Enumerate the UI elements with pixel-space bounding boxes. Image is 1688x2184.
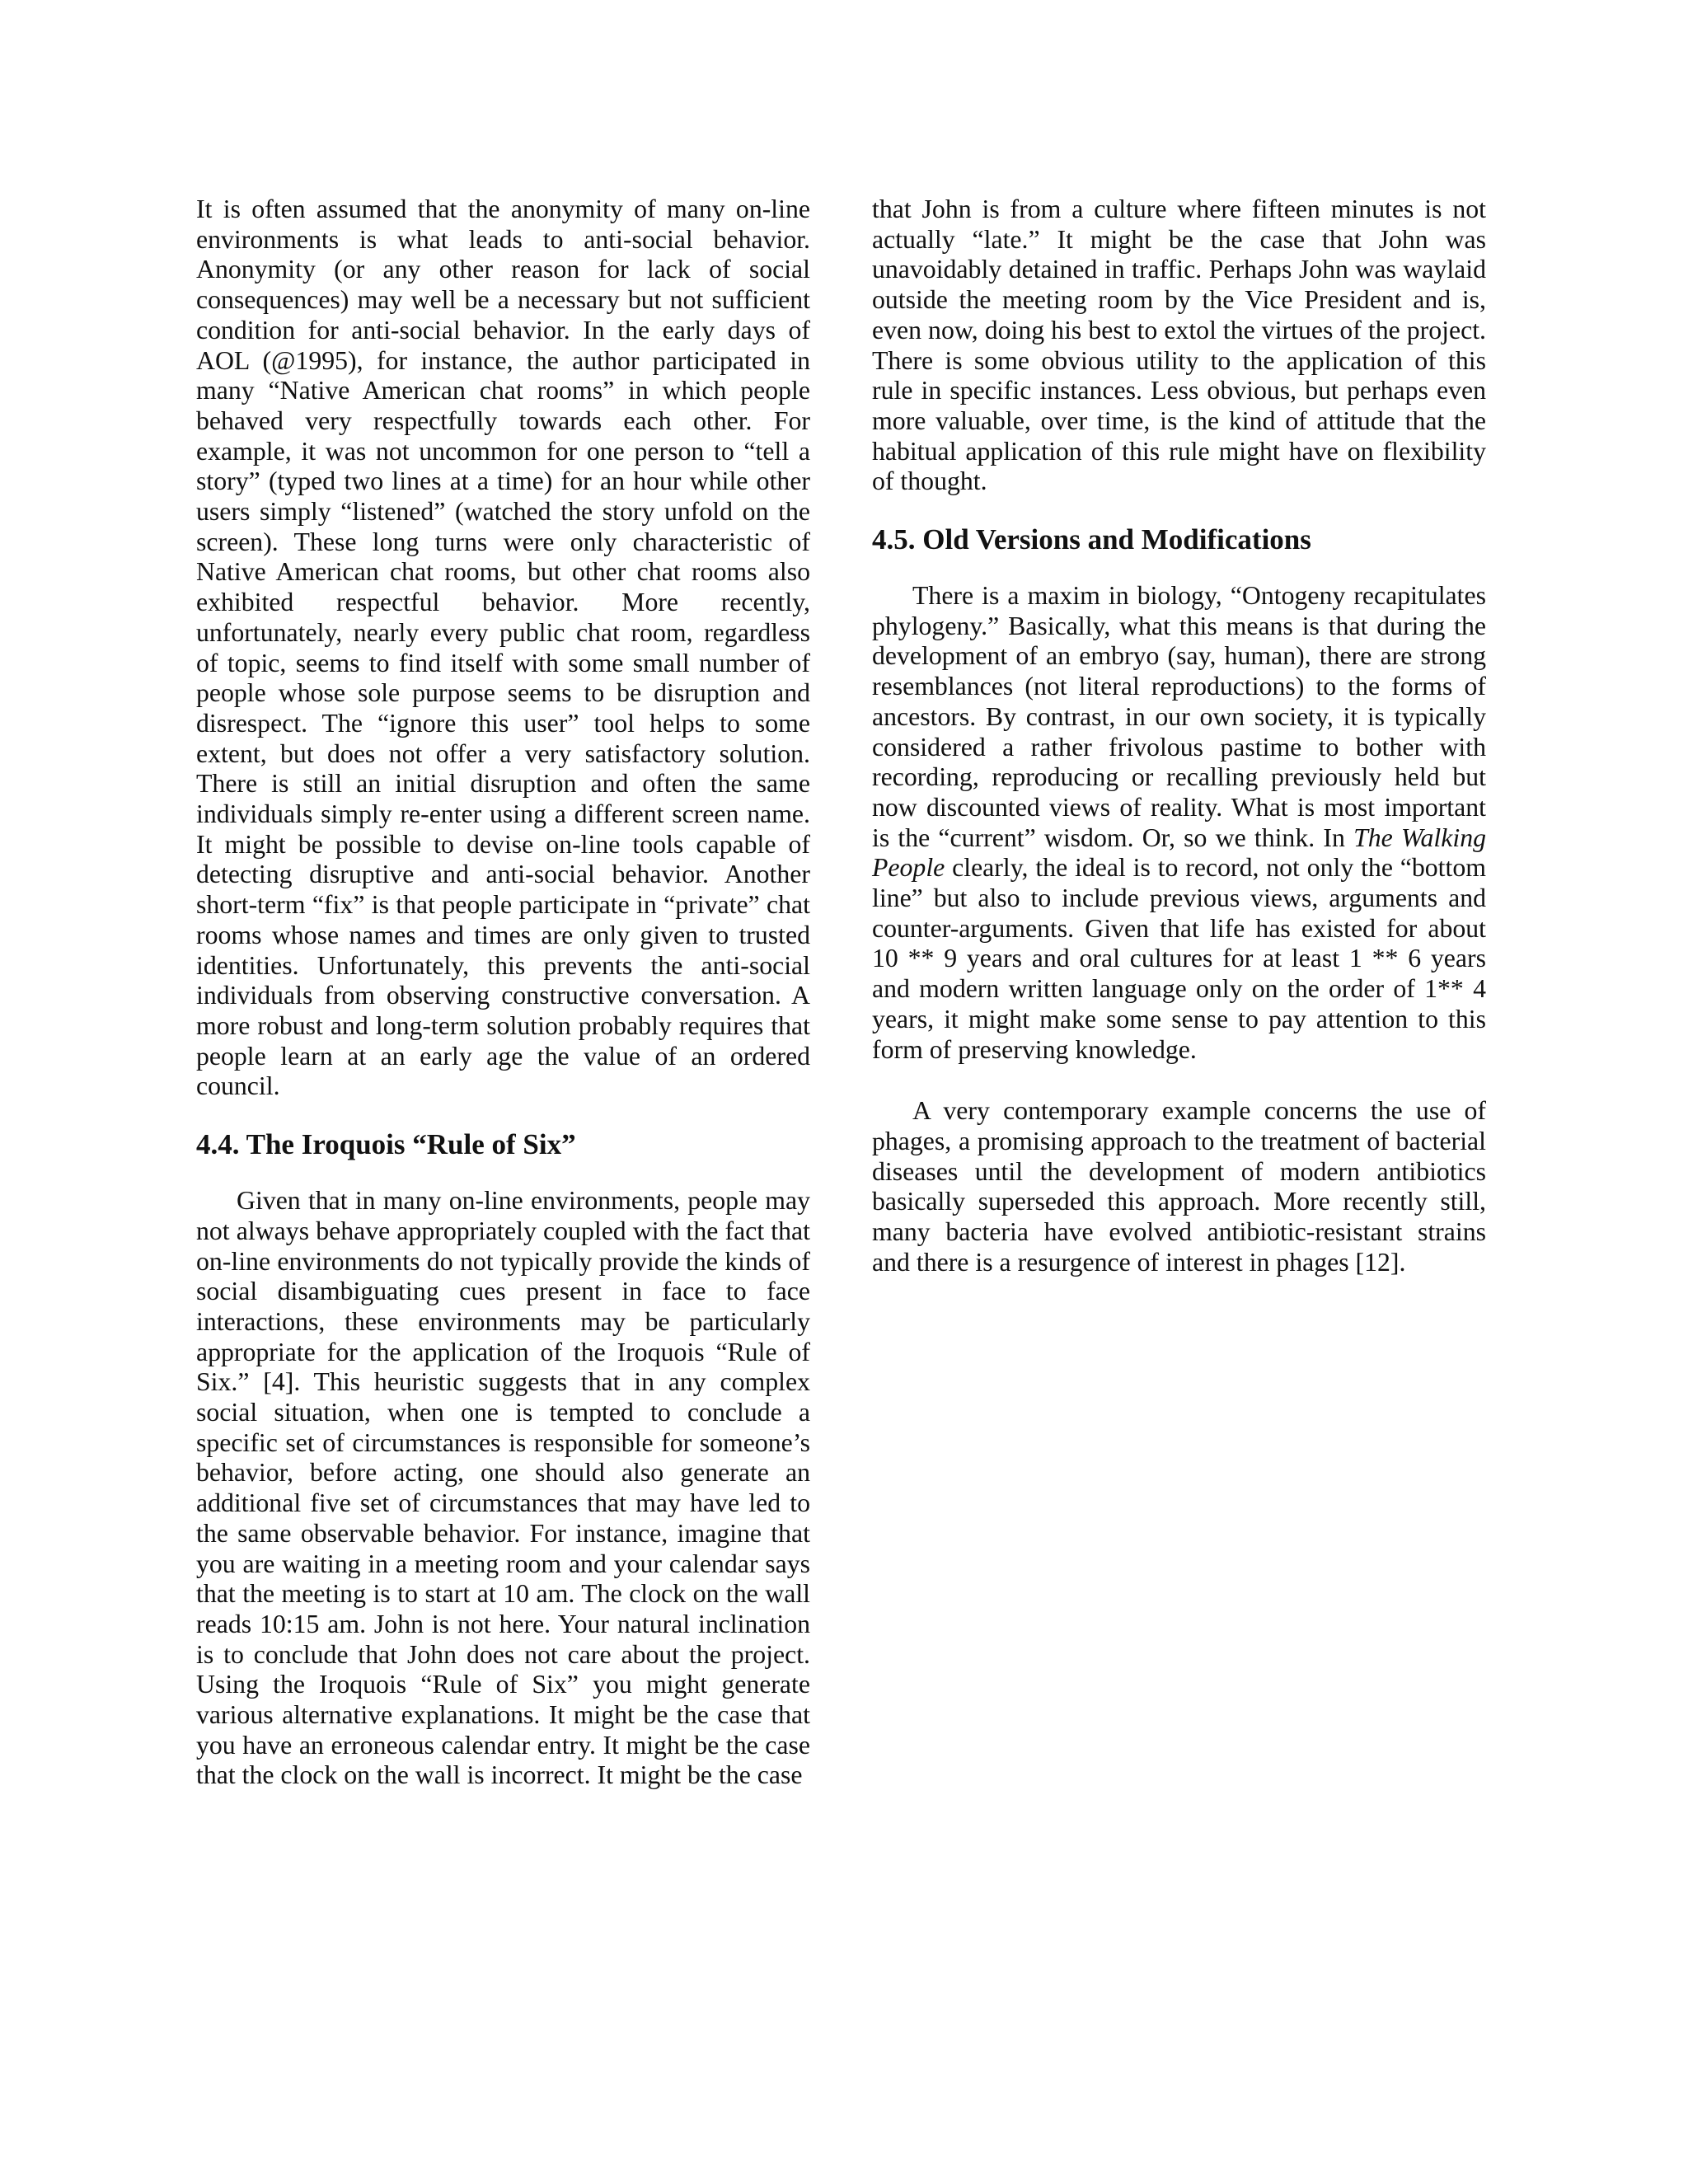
section-heading-old-versions: 4.5. Old Versions and Modifications (872, 523, 1311, 556)
section-heading-rule-of-six: 4.4. The Iroquois “Rule of Six” (196, 1128, 576, 1161)
ontogeny-text-start: There is a maxim in biology, “Ontogeny recapitulates phylogeny.” Basically, what this means is that during the development of an embryo (say, human), there are strong resemblances (not literal reproductions) to the forms of ancestors. By contrast, in our own society, it is typically considered a rather frivolous pastime to bother with recording, reproducing or recalling previously held but now discounted views of reality. What is most important is the “current” wisdom. Or, so we think. In (872, 581, 1486, 852)
left-column (196, 194, 810, 1791)
paragraph-rule-of-six-continued: that John is from a culture where fifteen minutes is not actually “late.” It might be the case that John was unavoidably detained in traffic. Perhaps John was waylaid outside the meeting room by the Vice President and is, even now, doing his best to extol the virtues of the project. There is some obvious utility to the application of this rule in specific instances. Less obvious, but perhaps even more valuable, over time, is the kind of attitude that the habitual application of this rule might have on flexibility of thought. (872, 194, 1486, 496)
paragraph-ontogeny (872, 581, 1486, 1065)
book-title-walking-people: The Walking People (872, 823, 1486, 883)
paragraph-rule-of-six: Given that in many on-line environments, people may not always behave appropriately coupled with the fact that on-line environments do not typically provide the kinds of social disambiguating cues present in face to face interactions, these environments may be particularly appropriate for the application of the Iroquois “Rule of Six.” [4]. This heuristic suggests that in any complex social situation, when one is tempted to conclude a specific set of circumstances is responsible for someone’s behavior, before acting, one should also generate an additional five set of circumstances that may have led to the same observable behavior. For instance, imagine that you are waiting in a meeting room and your calendar says that the meeting is to start at 10 am. The clock on the wall reads 10:15 am. John is not here. Your natural inclination is to conclude that John does not care about the project. Using the Iroquois “Rule of Six” you might generate various alternative explanations. It might be the case that you have an erroneous calendar entry. It might be the case that the clock on the wall is incorrect. It might be the case (196, 1186, 810, 1790)
right-column (872, 194, 1486, 1278)
ontogeny-text-end: clearly, the ideal is to record, not only the “bottom line” but also to include previous views, arguments and counter-arguments. Given that life has existed for about 10 ** 9 years and oral cultures for at least 1 ** 6 years and modern written language only on the order of 1** 4 years, it might make some sense to pay attention to this form of preserving knowledge. (872, 853, 1486, 1064)
paragraph-anonymity: It is often assumed that the anonymity of many on-line environments is what leads to anti-social behavior. Anonymity (or any other reason for lack of social consequences) may well be a necessary but not sufficient condition for anti-social behavior. In the early days of AOL (@1995), for instance, the author participated in many “Native American chat rooms” in which people behaved very respectfully towards each other. For example, it was not uncommon for one person to “tell a story” (typed two lines at a time) for an hour while other users simply “listened” (watched the story unfold on the screen). These long turns were only characteristic of Native American chat rooms, but other chat rooms also exhibited respectful behavior. More recently, unfortunately, nearly every public chat room, regardless of topic, seems to find itself with some small number of people whose sole purpose seems to be disruption and disrespect. The “ignore this user” tool helps to some extent, but does not offer a very satisfactory solution. There is still an initial disruption and often the same individuals simply re-enter using a different screen name. It might be possible to devise on-line tools capable of detecting disruptive and anti-social behavior. Another short-term “fix” is that people participate in “private” chat rooms whose names and times are only given to trusted identities. Unfortunately, this prevents the anti-social individuals from observing constructive conversation. A more robust and long-term solution probably requires that people learn at an early age the value of an ordered council. (196, 194, 810, 1101)
paragraph-phages: A very contemporary example concerns the use of phages, a promising approach to the treatment of bacterial diseases until the development of modern antibiotics basically superseded this approach. More recently still, many bacteria have evolved antibiotic-resistant strains and there is a resurgence of interest in phages [12]. (872, 1096, 1486, 1277)
